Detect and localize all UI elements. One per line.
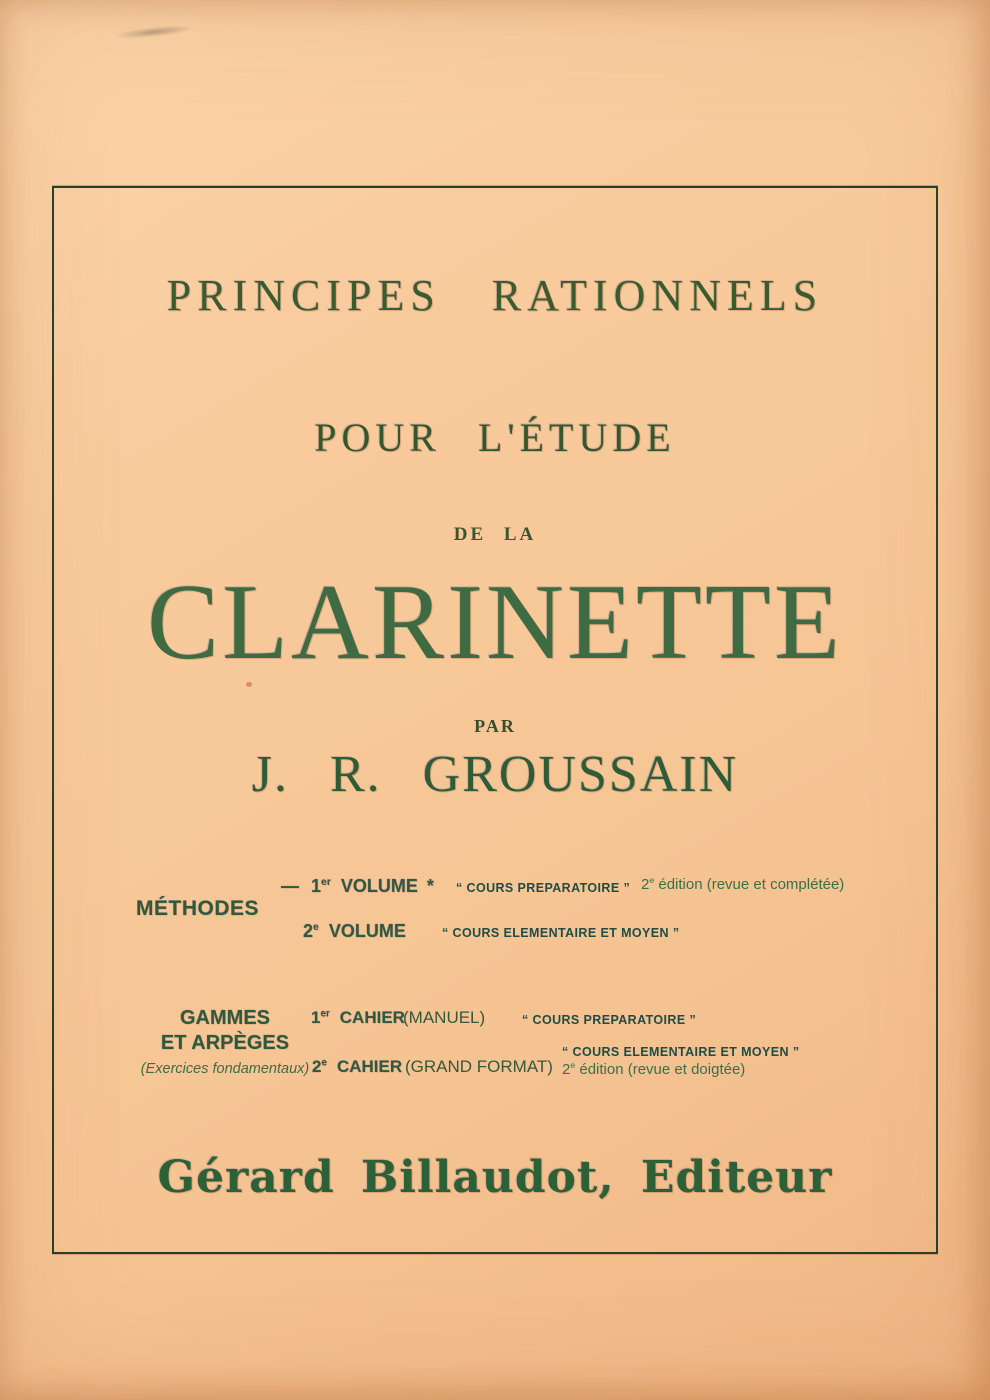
gammes-row1-number: 1 [311, 1008, 321, 1027]
cover-title-line1: PRINCIPES RATIONNELS [166, 271, 824, 320]
methodes-section-label: MÉTHODES [136, 897, 260, 920]
publisher-name: Gérard Billaudot, Editeur [157, 1152, 833, 1203]
gammes-label-line1: GAMMES [180, 1007, 270, 1029]
asterisk-mark: * [426, 876, 434, 896]
gammes-row2-edition-ordinal: e [570, 1060, 576, 1070]
cover-title-line2: POUR L'ÉTUDE [314, 415, 676, 460]
methodes-row2-volume [303, 921, 406, 942]
methodes-row2-name: VOLUME [328, 921, 406, 941]
gammes-row1-course: “ COURS PREPARATOIRE ” [522, 1013, 697, 1027]
gammes-row1-format: (MANUEL) [403, 1008, 486, 1027]
gammes-row2-ordinal: e [321, 1057, 327, 1069]
cover-instrument-title: CLARINETTE [147, 563, 843, 682]
methodes-row1-ordinal: er [321, 877, 331, 888]
gammes-row2-edition-text: édition (revue et doigtée) [575, 1061, 746, 1078]
gammes-row2-course-block [562, 1045, 799, 1078]
methodes-row1-dash: — [281, 876, 299, 896]
gammes-row2-cahier [312, 1057, 402, 1077]
methodes-row2-number: 2 [303, 921, 314, 941]
gammes-sublabel: (Exercices fondamentaux) [140, 1061, 310, 1077]
gammes-row1-ordinal: er [320, 1008, 330, 1020]
methodes-row1-number: 1 [311, 876, 322, 896]
gammes-row1-name: CAHIER [339, 1008, 405, 1027]
methodes-row1-edition-ordinal: e [649, 875, 655, 885]
methodes-row2-ordinal: e [313, 922, 319, 933]
gammes-row2-number: 2 [312, 1057, 322, 1076]
gammes-row2-edition [562, 1061, 799, 1078]
gammes-row1-cahier [311, 1008, 405, 1028]
methodes-row1-course: “ COURS PREPARATOIRE ” [456, 881, 631, 895]
pencil-smudge-mark [115, 23, 194, 41]
gammes-row2-format: (GRAND FORMAT) [405, 1057, 553, 1076]
methodes-row2-course: “ COURS ELEMENTAIRE ET MOYEN ” [442, 926, 680, 940]
cover-by-label: PAR [474, 716, 516, 736]
gammes-row2-course: “ COURS ELEMENTAIRE ET MOYEN ” [562, 1045, 800, 1059]
methodes-row1-name: VOLUME [340, 876, 418, 896]
methodes-row1-edition [641, 876, 844, 893]
cover-author-name: J. R. GROUSSAIN [251, 746, 739, 803]
cover-subtitle-de-la: DE LA [453, 524, 537, 545]
methodes-row1-edition-number: 2 [641, 876, 650, 893]
gammes-row2-edition-number: 2 [562, 1061, 571, 1078]
methodes-row1-edition-text: édition (revue et complétée) [654, 876, 845, 893]
gammes-row2-name: CAHIER [336, 1057, 403, 1076]
methodes-row1-volume [281, 876, 434, 897]
gammes-label-line2: ET ARPÈGES [160, 1032, 290, 1054]
